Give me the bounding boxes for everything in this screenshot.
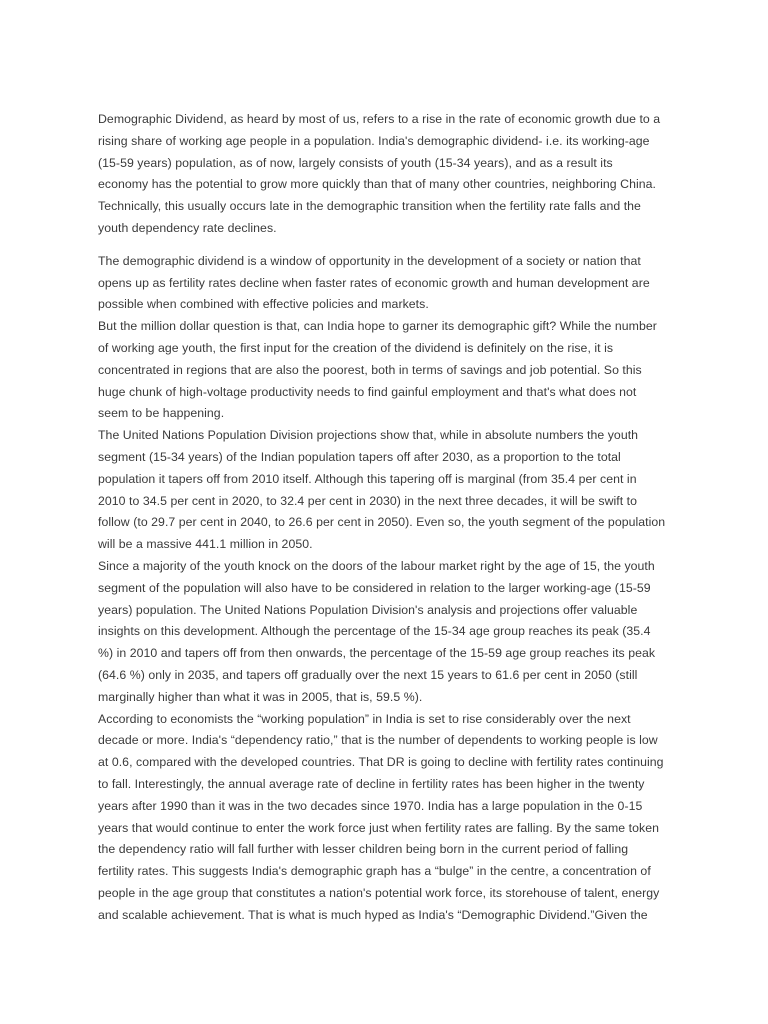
paragraph-un-projections: The United Nations Population Division projections show that, while in absolute numbers the youth segment (15-34 years) of the Indian population tapers off after 2030, as a proportion to the total population it tapers off from 2010 itself. Although this tapering off is marginal (from 35.4 per cent in 2010 to 34.5 per cent in 2020, to 32.4 per cent in 2030) in the next three decades, it will be swift to follow (to 29.7 per cent in 2040, to 26.6 per cent in 2050). Even so, the youth segment of the population will be a massive 441.1 million in 2050. [98,428,666,552]
paragraph-million-dollar-question: But the million dollar question is that, can India hope to garner its demographic gift? While the number of working age youth, the first input for the creation of the dividend is definitely on the rise, it is concentrated in regions that are also the poorest, both in terms of savings and job potential. So this huge chunk of high-voltage productivity needs to find gainful employment and that's what does not seem to be happening. [98,319,657,421]
paragraph-window-of-opportunity: The demographic dividend is a window of opportunity in the development of a society or nation that opens up as fertility rates decline when faster rates of economic growth and human development are possible when combined with effective policies and markets. [98,253,650,312]
paragraph-intro: Demographic Dividend, as heard by most of us, refers to a rise in the rate of economic growth due to a rising share of working age people in a population. India's demographic dividend- i.e. its working-age (15-59 years) population, as of now, largely consists of youth (15-34 years), and as a result its economy has the potential to grow more quickly than that of many other countries, neighboring China. Technically, this usually occurs late in the demographic transition when the fertility rate falls and the youth dependency rate declines. [98,112,661,235]
paragraph-labour-market: Since a majority of the youth knock on the doors of the labour market right by the age of 15, the youth segment of the population will also have to be considered in relation to the larger working-age (15-59 years) population. The United Nations Population Division's analysis and projections offer valuable insights on this development. Although the percentage of the 15-34 age group reaches its peak (35.4 %) in 2010 and tapers off from then onwards, the percentage of the 15-59 age group reaches its peak (64.6 %) only in 2035, and tapers off gradually over the next 15 years to 61.6 per cent in 2050 (still marginally higher than what it was in 2005, that is, 59.5 %). [98,558,656,704]
paragraph-working-population: According to economists the “working population” in India is set to rise considerably over the next decade or more. India's “dependency ratio,” that is the number of dependents to working people is low at 0.6, compared with the developed countries. That DR is going to decline with fertility rates continuing to fall. Interestingly, the annual average rate of decline in fertility rates has been higher in the twenty years after 1990 than it was in the two decades since 1970. India has a large population in the 0-15 years that would continue to enter the work force just when fertility rates are falling. By the same token the dependency ratio will fall further with lesser children being born in the current period of falling fertility rates. This suggests India's demographic graph has a “bulge” in the centre, a concentration of people in the age group that constitutes a nation's potential work force, its storehouse of talent, energy and scalable achievement. That is what is much hyped as India's “Demographic Dividend.”Given the [98,711,664,922]
document-body [98,109,666,926]
